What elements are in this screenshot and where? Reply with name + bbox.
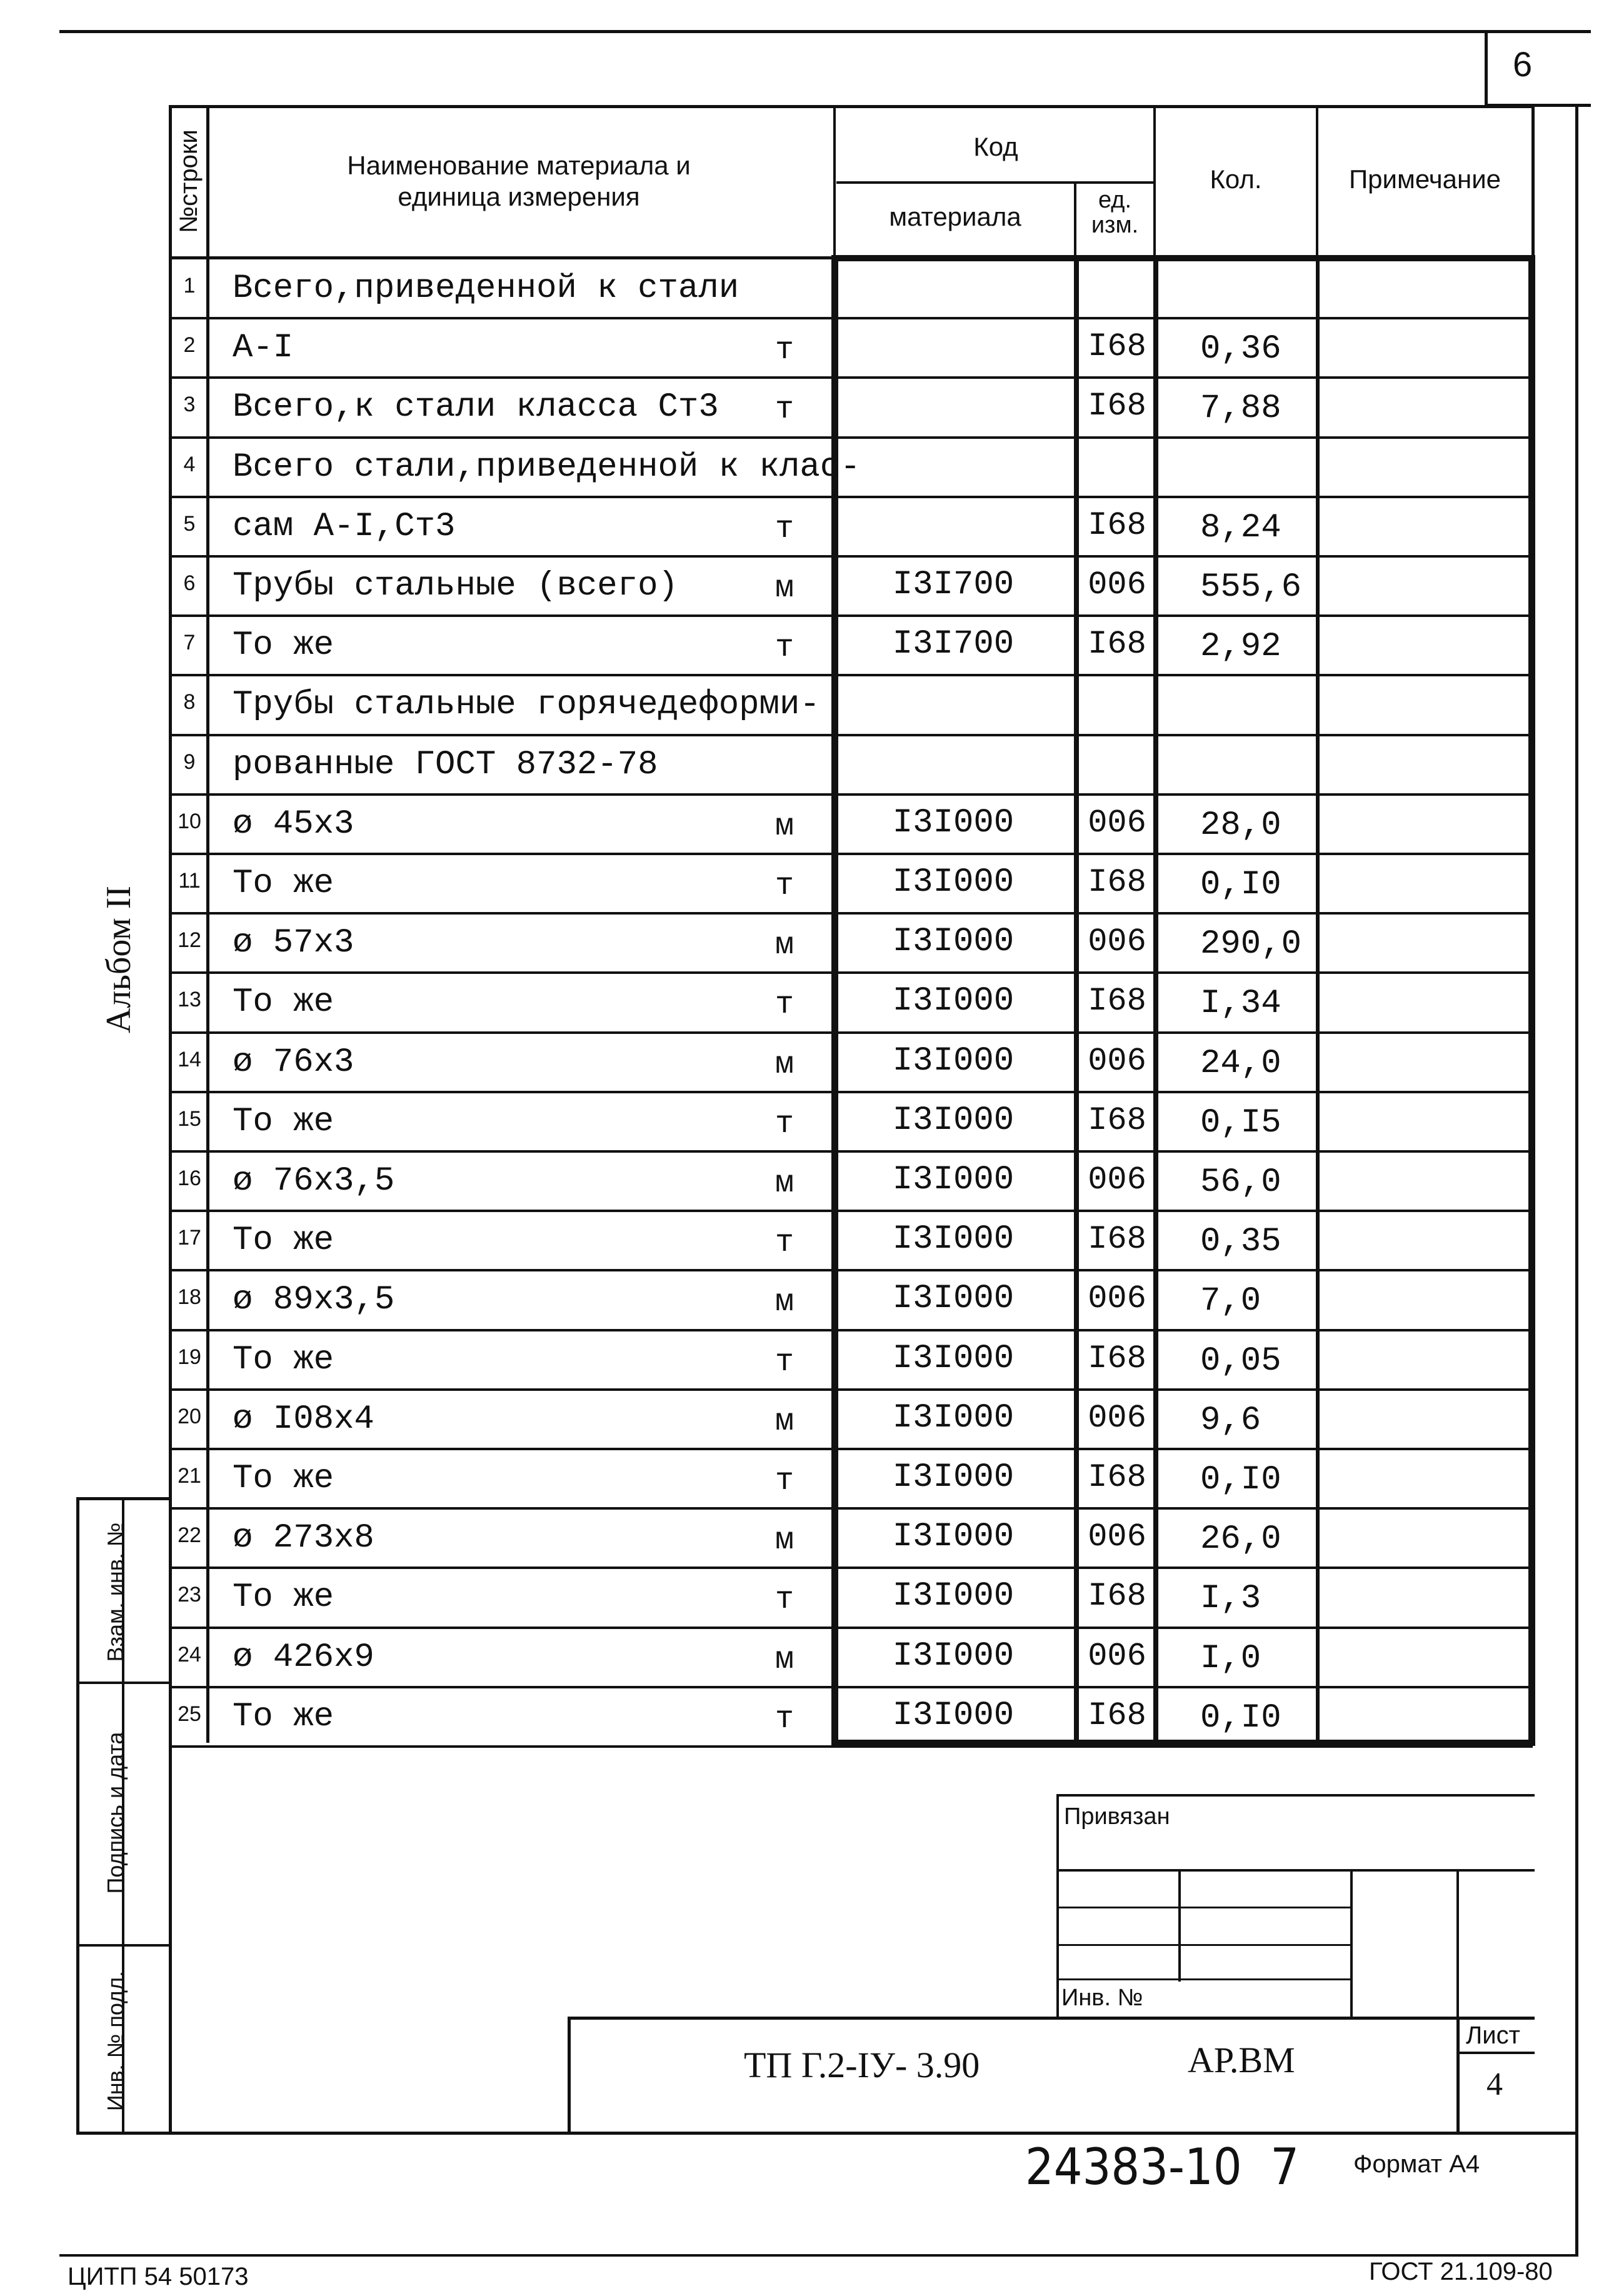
row-name: Всего стали,приведенной к клас- — [233, 448, 861, 486]
stamp-privyazan-top — [1056, 1794, 1535, 1797]
row-material-code: I3I000 — [892, 1637, 1015, 1675]
row-unit-code: 006 — [1088, 805, 1146, 841]
row-material-code: I3I000 — [892, 1697, 1015, 1735]
row-unit-code: I68 — [1088, 864, 1146, 901]
row-number: 3 — [183, 393, 196, 416]
row-unit-code: 006 — [1088, 1638, 1146, 1675]
handwritten-number: 24383-10 7 — [1025, 2138, 1300, 2196]
stamp-sheet-sep — [1456, 2052, 1535, 2054]
row-unit: т — [775, 1463, 794, 1499]
row-name: Всего,к стали класса Ст3 — [233, 388, 719, 426]
row-unit-code: I68 — [1088, 507, 1146, 544]
row-material-code: I3I000 — [892, 863, 1015, 901]
row-unit-code: 006 — [1088, 566, 1146, 603]
row-separator — [170, 1150, 1533, 1153]
strip-inv-podl: Инв. № подл. — [103, 1970, 128, 2112]
row-unit: т — [775, 1702, 794, 1737]
row-quantity: 2,92 — [1200, 628, 1281, 666]
row-number: 25 — [178, 1702, 201, 1726]
row-number: 21 — [178, 1464, 201, 1488]
row-separator — [170, 1031, 1533, 1034]
row-quantity: I,3 — [1200, 1580, 1261, 1618]
row-unit: м — [775, 571, 794, 606]
row-number: 16 — [178, 1166, 201, 1190]
row-number: 4 — [183, 453, 196, 476]
row-separator — [170, 1448, 1533, 1450]
row-unit-code: I68 — [1088, 983, 1146, 1020]
stamp-sheet-left — [1456, 2017, 1460, 2134]
stamp-grid-v3 — [1456, 1869, 1459, 2019]
thick-frame-right — [1528, 255, 1535, 1746]
row-name: То же — [233, 1460, 334, 1498]
table-left — [169, 105, 172, 2133]
code-subheader-line — [836, 181, 1155, 184]
row-name: То же — [233, 626, 334, 664]
row-name: А-I — [233, 329, 294, 367]
row-unit-code: I68 — [1088, 388, 1146, 424]
row-name: Трубы стальные горячедеформи- — [233, 686, 820, 724]
row-separator — [170, 853, 1533, 855]
row-material-code: I3I000 — [892, 1042, 1015, 1080]
header-name: Наименование материала и единица измерения — [347, 151, 691, 211]
row-separator — [170, 1091, 1533, 1093]
row-unit: м — [775, 809, 794, 845]
row-number: 13 — [178, 988, 201, 1011]
row-unit-code: I68 — [1088, 626, 1146, 663]
row-unit: т — [775, 392, 794, 428]
row-name: ø 426x9 — [233, 1638, 374, 1677]
footer-line — [59, 2254, 1578, 2257]
page-number: 6 — [1513, 44, 1533, 84]
row-separator — [170, 436, 1533, 439]
row-material-code: I3I000 — [892, 1399, 1015, 1437]
row-unit: м — [775, 928, 794, 963]
body-sep-qty — [1316, 258, 1320, 1743]
row-unit-code: 006 — [1088, 923, 1146, 960]
stamp-grid-h3 — [1056, 1944, 1350, 1946]
row-separator — [170, 1329, 1533, 1331]
row-number: 19 — [178, 1345, 201, 1369]
row-separator — [170, 1745, 1533, 1748]
row-name: То же — [233, 983, 334, 1021]
row-separator — [170, 1627, 1533, 1629]
thick-frame-top — [831, 255, 1535, 261]
row-number: 24 — [178, 1643, 201, 1667]
col-sep-rownum — [206, 105, 209, 1743]
row-material-code: I3I000 — [892, 1340, 1015, 1378]
row-material-code: I3I000 — [892, 804, 1015, 842]
stamp-sheet-label: Лист — [1466, 2022, 1520, 2049]
row-separator — [170, 1507, 1533, 1510]
row-quantity: I,0 — [1200, 1640, 1261, 1678]
row-material-code: I3I000 — [892, 1518, 1015, 1556]
stamp-grid-h1 — [1056, 1869, 1535, 1872]
row-unit-code: I68 — [1088, 1340, 1146, 1377]
row-number: 2 — [183, 333, 196, 357]
row-unit: м — [775, 1523, 794, 1558]
row-separator — [170, 674, 1533, 676]
row-separator — [170, 912, 1533, 915]
row-material-code: I3I000 — [892, 1577, 1015, 1615]
row-unit: т — [775, 987, 794, 1023]
row-unit-code: 006 — [1088, 1280, 1146, 1317]
stamp-grid-h2 — [1056, 1907, 1350, 1908]
row-separator — [170, 1388, 1533, 1391]
row-unit: м — [775, 1642, 794, 1678]
row-material-code: I3I000 — [892, 1220, 1015, 1258]
row-quantity: 7,88 — [1200, 389, 1281, 428]
row-material-code: I3I000 — [892, 1101, 1015, 1140]
row-quantity: 28,0 — [1200, 806, 1281, 845]
row-number: 20 — [178, 1405, 201, 1428]
side-label: Альбом II — [99, 885, 138, 1034]
row-unit-code: I68 — [1088, 1459, 1146, 1496]
row-unit: т — [775, 1106, 794, 1142]
row-unit-code: 006 — [1088, 1161, 1146, 1198]
row-quantity: 8,24 — [1200, 509, 1281, 547]
row-name: рованные ГОСТ 8732-78 — [233, 746, 658, 784]
row-number: 18 — [178, 1285, 201, 1309]
row-quantity: 0,I0 — [1200, 866, 1281, 904]
header-code: Код — [973, 132, 1018, 161]
row-separator — [170, 614, 1533, 617]
row-separator — [170, 1269, 1533, 1271]
row-unit-code: I68 — [1088, 1221, 1146, 1258]
footer-left: ЦИТП 54 50173 — [68, 2263, 249, 2290]
row-quantity: 24,0 — [1200, 1045, 1281, 1083]
row-number: 23 — [178, 1583, 201, 1607]
row-unit: т — [775, 868, 794, 904]
row-quantity: 0,35 — [1200, 1223, 1281, 1261]
stamp-grid-v2 — [1350, 1869, 1353, 2019]
row-number: 17 — [178, 1226, 201, 1250]
stamp-sheet-no: 4 — [1486, 2067, 1503, 2102]
body-sep-code — [1074, 258, 1079, 1743]
stamp-inv-no: Инв. № — [1061, 1985, 1143, 2011]
strip-vzam: Взам. инв. № — [103, 1522, 128, 1662]
row-number: 6 — [183, 571, 196, 595]
row-quantity: 0,I5 — [1200, 1104, 1281, 1142]
row-quantity: 7,0 — [1200, 1282, 1261, 1320]
stamp-main-left — [568, 2017, 571, 2134]
row-number: 22 — [178, 1523, 201, 1547]
row-unit: м — [775, 1047, 794, 1083]
row-material-code: I3I000 — [892, 923, 1015, 961]
row-material-code: I3I000 — [892, 1280, 1015, 1318]
row-unit: м — [775, 1404, 794, 1440]
row-unit: м — [775, 1285, 794, 1320]
row-number: 5 — [183, 512, 196, 536]
stamp-privyazan: Привязан — [1064, 1803, 1170, 1830]
row-unit-code: I68 — [1088, 1578, 1146, 1615]
strip-podpis: Подпись и дата — [103, 1732, 128, 1894]
row-quantity: 0,I0 — [1200, 1699, 1281, 1737]
stamp-main-top — [568, 2017, 1535, 2020]
row-number: 12 — [178, 928, 201, 952]
row-quantity: 9,6 — [1200, 1401, 1261, 1440]
row-name: ø 76x3 — [233, 1043, 354, 1081]
row-number: 9 — [183, 750, 196, 774]
row-unit-code: 006 — [1088, 1400, 1146, 1436]
row-material-code: I3I000 — [892, 982, 1015, 1020]
row-quantity: 26,0 — [1200, 1520, 1281, 1558]
row-quantity: 0,05 — [1200, 1342, 1281, 1380]
stamp-grid-h4 — [1056, 1978, 1350, 1980]
row-quantity: 56,0 — [1200, 1163, 1281, 1201]
body-sep-unit — [1153, 258, 1158, 1743]
row-unit-code: 006 — [1088, 1518, 1146, 1555]
header-note: Примечание — [1348, 164, 1501, 194]
row-number: 14 — [178, 1048, 201, 1071]
stamp-doc-suffix: АР.ВМ — [1188, 2040, 1295, 2080]
row-name: То же — [233, 1103, 334, 1141]
row-name: Всего,приведенной к стали — [233, 269, 739, 308]
row-name: То же — [233, 1578, 334, 1617]
row-unit-code: 006 — [1088, 1043, 1146, 1080]
row-number: 1 — [183, 274, 196, 298]
row-name: ø 76x3,5 — [233, 1162, 395, 1200]
row-material-code: I3I000 — [892, 1161, 1015, 1199]
row-name: ø 45x3 — [233, 805, 354, 843]
row-name: ø I08x4 — [233, 1400, 374, 1438]
row-number: 8 — [183, 690, 196, 714]
stamp-doc-code: ТП Г.2-IУ- 3.90 — [744, 2045, 980, 2085]
row-name: ø 89x3,5 — [233, 1281, 395, 1319]
strip-left — [76, 1497, 79, 2135]
header-code-unit: ед. изм. — [1091, 187, 1139, 238]
row-quantity: 290,0 — [1200, 925, 1302, 963]
row-separator — [170, 496, 1533, 498]
row-unit-code: I68 — [1088, 1102, 1146, 1139]
row-unit-code: I68 — [1088, 328, 1146, 365]
row-name: То же — [233, 1341, 334, 1379]
row-material-code: I3I700 — [892, 566, 1015, 604]
row-unit: т — [775, 511, 794, 547]
row-name: То же — [233, 865, 334, 903]
header-qty: Кол. — [1210, 164, 1262, 194]
stamp-grid-v1 — [1178, 1869, 1181, 1982]
row-quantity: 0,I0 — [1200, 1461, 1281, 1499]
row-name: ø 57x3 — [233, 924, 354, 962]
row-unit: т — [775, 333, 794, 368]
row-separator — [170, 555, 1533, 558]
row-name: То же — [233, 1221, 334, 1260]
row-number: 15 — [178, 1107, 201, 1131]
format-label: Формат А4 — [1353, 2150, 1480, 2178]
row-separator — [170, 376, 1533, 379]
row-name: сам А-I,Ст3 — [233, 508, 456, 546]
row-unit: т — [775, 1582, 794, 1618]
row-number: 11 — [178, 869, 201, 893]
row-quantity: 555,6 — [1200, 568, 1302, 606]
col-sep-name — [833, 105, 836, 258]
row-separator — [170, 1567, 1533, 1569]
footer-right: ГОСТ 21.109-80 — [1369, 2258, 1553, 2285]
row-number: 7 — [183, 631, 196, 654]
header-code-material: материала — [889, 202, 1021, 231]
row-quantity: 0,36 — [1200, 330, 1281, 368]
row-number: 10 — [178, 810, 201, 833]
bottom-border — [76, 2132, 1576, 2135]
row-separator — [170, 1686, 1533, 1688]
row-name: То же — [233, 1698, 334, 1736]
row-material-code: I3I000 — [892, 1458, 1015, 1496]
row-separator — [170, 793, 1533, 796]
row-separator — [170, 1210, 1533, 1212]
row-unit: т — [775, 1225, 794, 1261]
row-unit: т — [775, 1345, 794, 1380]
row-material-code: I3I700 — [892, 625, 1015, 663]
row-unit: т — [775, 630, 794, 666]
row-name: Трубы стальные (всего) — [233, 567, 678, 605]
row-separator — [170, 734, 1533, 736]
row-name: ø 273x8 — [233, 1519, 374, 1557]
table-top — [170, 105, 1533, 108]
row-quantity: I,34 — [1200, 985, 1281, 1023]
row-separator — [170, 971, 1533, 974]
row-unit-code: I68 — [1088, 1697, 1146, 1734]
header-row-no: №строки — [175, 129, 203, 233]
row-separator — [170, 317, 1533, 319]
row-unit: м — [775, 1166, 794, 1201]
